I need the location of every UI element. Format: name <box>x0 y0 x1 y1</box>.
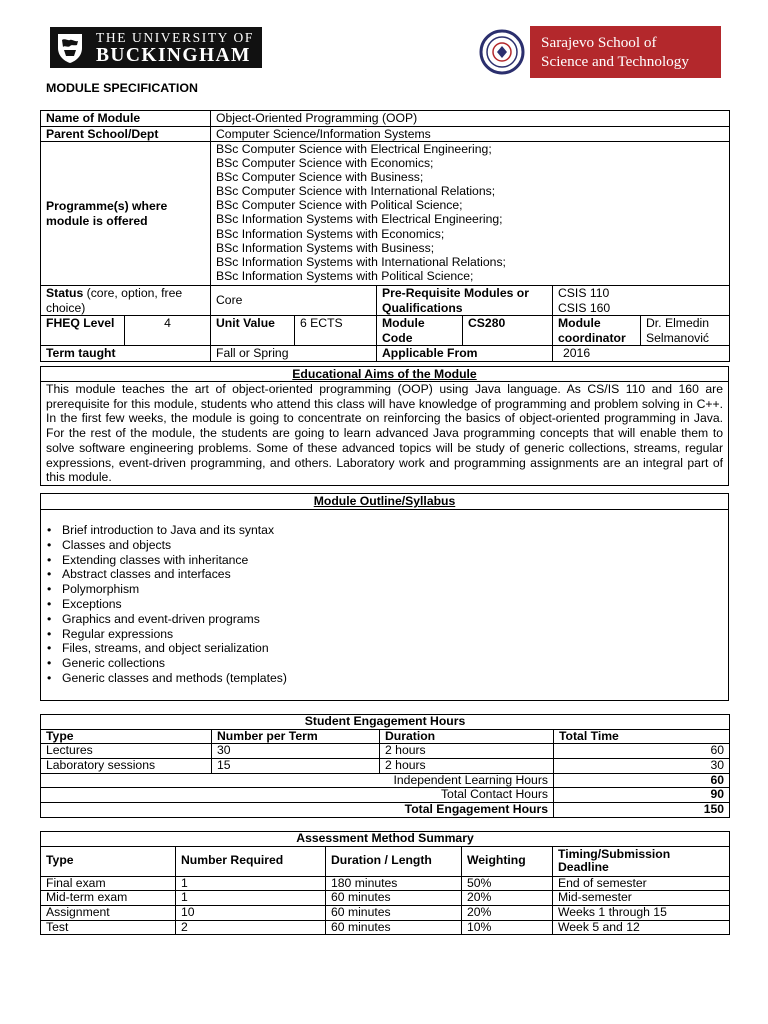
syllabus-item: • Abstract classes and interfaces <box>62 567 728 582</box>
programmes-list <box>211 142 730 286</box>
table-cell: 1 <box>176 876 326 891</box>
table-cell: End of semester <box>553 876 730 891</box>
engagement-table <box>40 714 730 818</box>
table-cell: 20% <box>462 906 553 921</box>
table-cell: Assignment <box>41 906 176 921</box>
buckingham-crest-icon <box>50 27 90 68</box>
fheq-value: 4 <box>125 316 211 346</box>
assessment-col-number: Number Required <box>176 846 326 876</box>
programme-item: BSc Computer Science with Political Science; <box>216 198 463 213</box>
info-row-term <box>41 346 730 362</box>
engagement-heading-row <box>41 715 730 730</box>
syllabus-item: • Files, streams, and object serialization <box>62 641 728 656</box>
programmes-label: Programme(s) where module is offered <box>41 142 211 286</box>
table-cell: 20% <box>462 891 553 906</box>
syllabus-item: • Classes and objects <box>62 538 728 553</box>
table-cell: 60 minutes <box>326 891 462 906</box>
info-row-school <box>41 126 730 142</box>
educational-aims-box <box>40 366 729 486</box>
table-cell: 180 minutes <box>326 876 462 891</box>
status-value: Core <box>211 286 377 316</box>
buckingham-logo-line2: BUCKINGHAM <box>96 44 251 66</box>
name-label: Name of Module <box>41 111 211 127</box>
table-cell: Mid-term exam <box>41 891 176 906</box>
syllabus-item: • Generic classes and methods (templates) <box>62 671 728 686</box>
coordinator-label: Module coordinator <box>553 316 641 346</box>
info-row-name <box>41 111 730 127</box>
engagement-col-duration: Duration <box>380 729 554 744</box>
programme-item: BSc Computer Science with International Relations; <box>216 184 496 199</box>
prereq-label: Pre-Requisite Modules or Qualifications <box>377 286 553 316</box>
code-value: CS280 <box>463 316 553 346</box>
total-label: Total Engagement Hours <box>41 803 554 818</box>
applicable-value: 2016 <box>553 346 730 362</box>
buckingham-logo-line1: THE UNIVERSITY OF <box>96 29 254 45</box>
programme-item: BSc Computer Science with Business; <box>216 170 424 185</box>
table-cell: Test <box>41 920 176 935</box>
assessment-heading-row <box>41 832 730 847</box>
table-cell: 10 <box>176 906 326 921</box>
school-label: Parent School/Dept <box>41 126 211 142</box>
info-row-fheq <box>41 316 730 346</box>
assessment-table <box>40 831 730 935</box>
contact-row <box>41 788 730 803</box>
table-cell: Lectures <box>41 744 212 759</box>
table-cell: 15 <box>212 759 380 774</box>
table-row <box>41 744 730 759</box>
engagement-heading: Student Engagement Hours <box>41 715 730 730</box>
table-cell: 60 minutes <box>326 906 462 921</box>
syllabus-item: • Extending classes with inheritance <box>62 553 728 568</box>
prereq-value: CSIS 160 <box>558 300 611 315</box>
assessment-header-row <box>41 846 730 876</box>
term-value: Fall or Spring <box>211 346 377 362</box>
table-cell: 10% <box>462 920 553 935</box>
assessment-col-type: Type <box>41 846 176 876</box>
unit-label: Unit Value <box>211 316 295 346</box>
table-cell: 2 hours <box>380 759 554 774</box>
assessment-heading: Assessment Method Summary <box>41 832 730 847</box>
table-cell: 2 hours <box>380 744 554 759</box>
table-cell: 2 <box>176 920 326 935</box>
table-cell: 30 <box>212 744 380 759</box>
contact-value: 90 <box>554 788 730 803</box>
buckingham-logo <box>50 27 262 68</box>
status-label: Status <box>46 286 84 300</box>
syllabus-heading: Module Outline/Syllabus <box>41 494 728 510</box>
table-cell: Week 5 and 12 <box>553 920 730 935</box>
coordinator-value: Dr. Elmedin Selmanović <box>641 316 730 346</box>
fheq-label: FHEQ Level <box>41 316 125 346</box>
programme-item: BSc Information Systems with Economics; <box>216 226 445 241</box>
programme-item: BSc Computer Science with Electrical Engineering; <box>216 142 492 156</box>
table-cell: Final exam <box>41 876 176 891</box>
syllabus-box <box>40 493 729 701</box>
module-info-table <box>40 110 730 362</box>
engagement-col-total: Total Time <box>554 729 730 744</box>
engagement-header-row <box>41 729 730 744</box>
unit-value: 6 ECTS <box>295 316 377 346</box>
table-cell: 1 <box>176 891 326 906</box>
ssst-seal-icon <box>474 26 531 78</box>
table-row <box>41 891 730 906</box>
term-label: Term taught <box>41 346 211 362</box>
table-cell: 30 <box>554 759 730 774</box>
table-cell: Laboratory sessions <box>41 759 212 774</box>
table-cell: 60 minutes <box>326 920 462 935</box>
ssst-logo-line2: Science and Technology <box>541 53 689 70</box>
applicable-label: Applicable From <box>377 346 553 362</box>
contact-label: Total Contact Hours <box>41 788 554 803</box>
table-row <box>41 920 730 935</box>
info-row-status <box>41 286 730 316</box>
assessment-col-duration: Duration / Length <box>326 846 462 876</box>
code-label: Module Code <box>377 316 463 346</box>
document-title: MODULE SPECIFICATION <box>46 81 198 95</box>
ssst-logo <box>474 26 721 78</box>
table-cell: 50% <box>462 876 553 891</box>
aims-text: This module teaches the art of object-oriented programming (OOP) using Java language. As CS/IS 110 and 160 are prerequisite for this module, students who attend this class will have knowledge of programming and problem solving in C++. In the first few weeks, the module is going to concentrate on reinforcing the basics of object-oriented programming in Java. For the rest of the module, the students are going to learn advanced Java programming concepts that will enable them to solve software engineering problems. Some of these advanced topics will be study of generic collections, streams, regular expressions, event-driven programming, and others. Laboratory work and programming assignments are an integral part of this module. <box>46 382 723 485</box>
assessment-col-timing: Timing/Submission Deadline <box>553 846 730 876</box>
independent-row <box>41 773 730 788</box>
syllabus-item: • Exceptions <box>62 597 728 612</box>
programme-item: BSc Information Systems with Electrical Engineering; <box>216 212 503 227</box>
table-row <box>41 906 730 921</box>
assessment-col-weighting: Weighting <box>462 846 553 876</box>
table-cell: Mid-semester <box>553 891 730 906</box>
engagement-col-number: Number per Term <box>212 729 380 744</box>
total-row <box>41 803 730 818</box>
syllabus-item: • Brief introduction to Java and its syntax <box>62 523 728 538</box>
independent-label: Independent Learning Hours <box>41 773 554 788</box>
table-row <box>41 876 730 891</box>
independent-value: 60 <box>554 773 730 788</box>
syllabus-item: • Polymorphism <box>62 582 728 597</box>
programme-item: BSc Information Systems with Political Science; <box>216 268 474 283</box>
syllabus-list <box>41 523 728 686</box>
syllabus-item: • Regular expressions <box>62 627 728 642</box>
status-note: (core, option, free choice) <box>46 286 183 315</box>
name-value: Object-Oriented Programming (OOP) <box>211 111 730 127</box>
table-cell: Weeks 1 through 15 <box>553 906 730 921</box>
total-value: 150 <box>554 803 730 818</box>
programme-item: BSc Information Systems with International Relations; <box>216 254 506 269</box>
ssst-logo-line1: Sarajevo School of <box>541 34 657 51</box>
school-value: Computer Science/Information Systems <box>211 126 730 142</box>
prereq-values <box>553 286 730 316</box>
aims-heading: Educational Aims of the Module <box>41 367 728 382</box>
prereq-value: CSIS 110 <box>558 286 610 300</box>
status-cell <box>41 286 211 316</box>
syllabus-item: • Generic collections <box>62 656 728 671</box>
programme-item: BSc Computer Science with Economics; <box>216 156 434 171</box>
engagement-col-type: Type <box>41 729 212 744</box>
info-row-programmes <box>41 142 730 286</box>
table-row <box>41 759 730 774</box>
syllabus-item: • Graphics and event-driven programs <box>62 612 728 627</box>
table-cell: 60 <box>554 744 730 759</box>
programme-item: BSc Information Systems with Business; <box>216 240 435 255</box>
